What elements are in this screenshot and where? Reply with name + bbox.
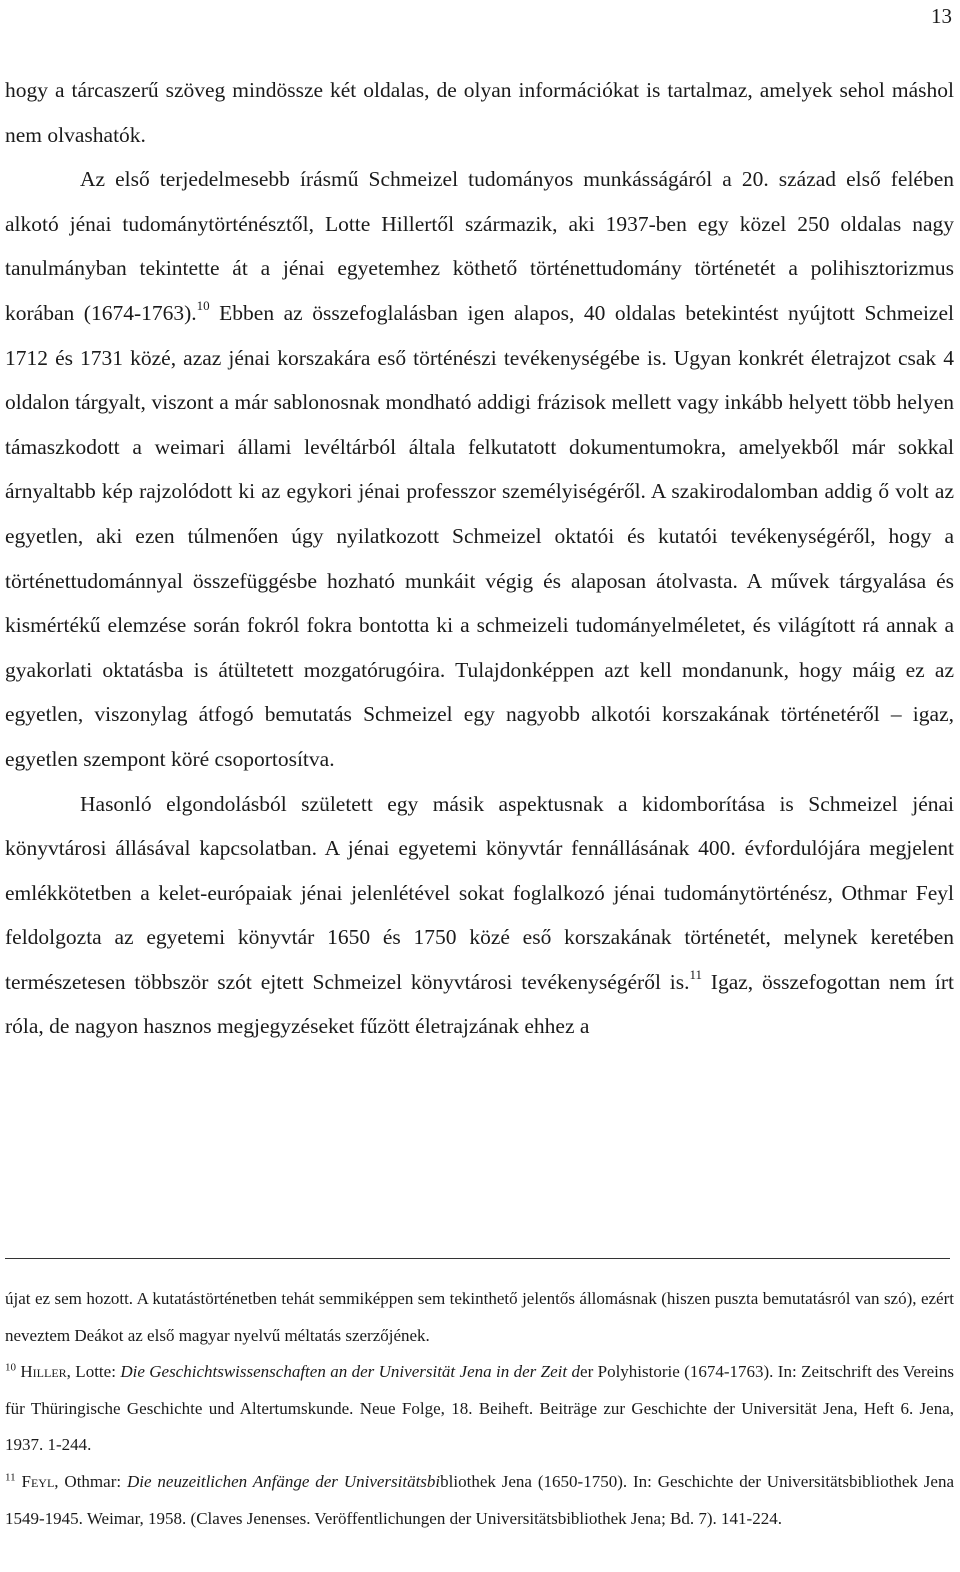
paragraph-2 [5, 157, 954, 781]
paragraph-2-text-a: Az első terjedelmesebb írásmű Schmeizel tudományos munkásságáról a 20. század első felében alkotó jénai tudománytörténésztől, Lotte Hillertől származik, aki 1937-ben egy közel 250 oldalas nagy tanulmányban tekintette át a jénai egyetemhez köthető történettudomány történetét a polihisztorizmus korában (1674-1763). [5, 167, 954, 325]
footnote-11 [5, 1464, 954, 1537]
footnote-11-author: Feyl [21, 1471, 55, 1491]
footnote-10-rest: er Polyhistorie (1674-1763). In: Zeitschrift des Vereins für Thüringische Geschichte und Altertumskunde. Neue Folge, 18. Beiheft. Beiträge zur Geschichte der Universität Jena, Heft 6. Jena, 1937. 1-244. [5, 1362, 955, 1455]
footnote-10-title: Die Geschichtswissenschaften an der Universität Jena in der Zeit d [120, 1362, 581, 1382]
footnote-10-marker: 10 [5, 1361, 16, 1374]
paragraph-3 [5, 782, 954, 1050]
footnote-10 [5, 1354, 954, 1464]
paragraph-1 [5, 68, 954, 157]
footnote-ref-10[interactable]: 10 [196, 297, 210, 313]
paragraph-3-text-a: Hasonló elgondolásból született egy másik aspektusnak a kidomborítása is Schmeizel jénai könyvtárosi állásával kapcsolatban. A jénai egyetemi könyvtár fennállásának 400. évfordulójára megjelent emlékkötetben a kelet-európaiak jénai jelenlétével sokat foglalkozó jénai tudománytörténész, Othmar Feyl feldolgozta az egyetemi könyvtár 1650 és 1750 közé eső korszakának történetét, melynek keretében természetesen többször szót ejtett Schmeizel könyvtárosi tevékenységéről is. [5, 791, 954, 994]
body-text [5, 68, 954, 1049]
footnote-ref-11[interactable]: 11 [689, 966, 702, 982]
page-number: 13 [931, 4, 952, 28]
footnote-10-author-rest: , Lotte: [66, 1362, 121, 1382]
footnote-11-rest: bliothek Jena (1650-1750). In: Geschichte der Universitätsbibliothek Jena 1549-1945. Weimar, 1958. (Claves Jenenses. Veröffentlichungen der Universitätsbibliothek Jena; Bd. 7). 141-224. [5, 1471, 955, 1528]
footnotes [5, 1281, 954, 1537]
footnote-continued: újat ez sem hozott. A kutatástörténetben tehát semmiképpen sem tekinthető jelentős állomásnak (hiszen puszta bemutatásról van szó), ezért neveztem Deákot az első magyar nyelvű méltatás szerzőjének. [5, 1289, 954, 1345]
footnote-divider [5, 1258, 950, 1259]
paragraph-1-text: hogy a tárcaszerű szöveg mindössze két oldalas, de olyan információkat is tartalmaz, amelyek sehol máshol nem olvashatók. [5, 78, 954, 147]
footnote-11-author-rest: , Othmar: [54, 1471, 127, 1491]
footnote-10-author: Hiller [20, 1362, 67, 1382]
paragraph-3-text-b: Igaz, összefogottan nem írt róla, de nagyon hasznos megjegyzéseket fűzött életrajzának ehhez a [5, 969, 954, 1039]
footnote-11-title: Die neuzeitlichen Anfänge der Universitätsbi [126, 1471, 441, 1491]
footnote-11-marker: 11 [5, 1471, 16, 1484]
paragraph-2-text-b: Ebben az összefoglalásban igen alapos, 40 oldalas betekintést nyújtott Schmeizel 1712 és 1731 közé, azaz jénai korszakára eső történészi tevékenységébe is. Ugyan konkrét életrajzot csak 4 oldalon tárgyalt, viszont a már sablonosnak mondható addigi frázisok mellett vagy inkább helyett több helyen támaszkodott a weimari állami levéltárból általa felkutatott dokumentumokra, amelyekből már sokkal árnyaltabb kép rajzolódott ki az egykori jénai professzor személyiségéről. A szakirodalomban addig ő volt az egyetlen, aki ezen túlmenően úgy nyilatkozott Schmeizel oktatói és kutatói tevékenységéről, hogy a történettudománnyal összefüggésbe hozható munkáit végig és alaposan átolvasta. A művek tárgyalása és kismértékű elemzése során fokról fokra bontotta ki a schmeizeli tudományelméletet, és világított rá annak a gyakorlati oktatásba is átültetett mozgatórugóira. Tulajdonképpen azt kell mondanunk, hogy máig ez az egyetlen, viszonylag átfogó bemutatás Schmeizel egy nagyobb alkotói korszakának történetéről – igaz, egyetlen szempont köré csoportosítva. [5, 300, 954, 771]
